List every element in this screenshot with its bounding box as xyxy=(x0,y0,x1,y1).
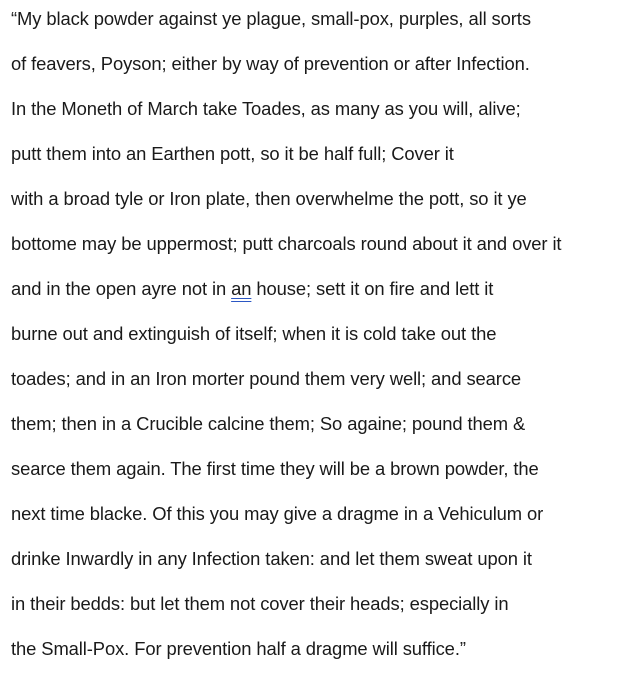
grammar-flagged-word[interactable]: an xyxy=(231,278,252,299)
text-line-12: next time blacke. Of this you may give a dragme in a Vehiculum or xyxy=(11,503,544,524)
text-line-7-start: and in the open ayre not in xyxy=(11,278,232,299)
text-line-9: toades; and in an Iron morter pound them very well; and searce xyxy=(11,368,522,389)
text-line-10: them; then in a Crucible calcine them; So againe; pound them & xyxy=(11,413,526,434)
text-line-7 xyxy=(11,278,493,300)
text-line-2: of feavers, Poyson; either by way of prevention or after Infection. xyxy=(11,53,530,74)
text-line-13: drinke Inwardly in any Infection taken: and let them sweat upon it xyxy=(11,548,532,569)
text-line-1: “My black powder against ye plague, small-pox, purples, all sorts xyxy=(11,8,531,29)
text-line-8: burne out and extinguish of itself; when it is cold take out the xyxy=(11,323,497,344)
text-line-14: in their bedds: but let them not cover their heads; especially in xyxy=(11,593,509,614)
text-line-6: bottome may be uppermost; putt charcoals round about it and over it xyxy=(11,233,562,254)
text-line-7-end: house; sett it on fire and lett it xyxy=(251,278,494,299)
text-line-15: the Small-Pox. For prevention half a dragme will suffice.” xyxy=(11,638,466,659)
text-line-3: In the Moneth of March take Toades, as many as you will, alive; xyxy=(11,98,521,119)
text-line-11: searce them again. The first time they will be a brown powder, the xyxy=(11,458,539,479)
text-line-5: with a broad tyle or Iron plate, then overwhelme the pott, so it ye xyxy=(11,188,527,209)
text-line-4: putt them into an Earthen pott, so it be half full; Cover it xyxy=(11,143,454,164)
